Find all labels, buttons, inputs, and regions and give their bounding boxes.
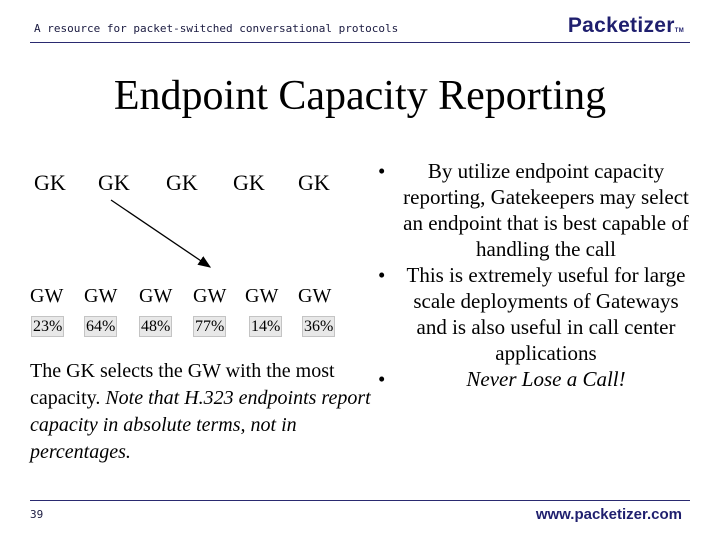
- gatekeeper-label: GK: [98, 170, 130, 195]
- bullet-item: • Never Lose a Call!: [378, 367, 626, 391]
- bullet-list: [374, 158, 694, 392]
- header-rule: [30, 42, 690, 43]
- capacity-percent: 14%: [251, 318, 281, 335]
- capacity-percent: 36%: [304, 318, 334, 335]
- gatekeeper-label: GK: [233, 170, 265, 195]
- note-plain: The GK selects the GW with the most capacity.: [30, 360, 335, 409]
- bullet-item: • By utilize endpoint capacity reporting, Gatekeepers may select an endpoint that is best capable of handling the call: [378, 159, 689, 261]
- capacity-percent: 64%: [86, 318, 116, 335]
- gateway-label: GW: [139, 285, 173, 307]
- gatekeeper-label: GK: [298, 170, 330, 195]
- brand-trademark: TM: [674, 28, 684, 34]
- header-tagline: A resource for packet-switched conversational protocols: [34, 22, 399, 35]
- slide-title: Endpoint Capacity Reporting: [113, 73, 607, 119]
- brand-logo: [568, 14, 684, 38]
- gateway-label: GW: [193, 285, 227, 307]
- capacity-percent: 23%: [33, 318, 63, 335]
- bullet-item: • This is extremely useful for large scale deployments of Gateways and is also useful in call center applications: [378, 263, 686, 365]
- gateway-label: GW: [30, 285, 64, 307]
- footer-rule: [30, 500, 690, 501]
- bullet-icon: •: [378, 367, 386, 391]
- bullet-icon: •: [378, 159, 386, 183]
- bullet-icon: •: [378, 263, 386, 287]
- page-number: 39: [30, 508, 44, 521]
- gateway-label: GW: [84, 285, 118, 307]
- gatekeeper-label: GK: [34, 170, 66, 195]
- gateway-label: GW: [245, 285, 279, 307]
- capacity-percent: 77%: [195, 318, 225, 335]
- gateway-label: GW: [298, 285, 332, 307]
- brand-name: Packetizer: [567, 14, 675, 37]
- footer-url: www.packetizer.com: [535, 506, 682, 523]
- diagram-note: [30, 358, 375, 466]
- capacity-percent: 48%: [141, 318, 171, 335]
- gatekeeper-label: GK: [166, 170, 198, 195]
- note-italic: Note that H.323 endpoints report capacity in absolute terms, not in percentages.: [30, 387, 371, 463]
